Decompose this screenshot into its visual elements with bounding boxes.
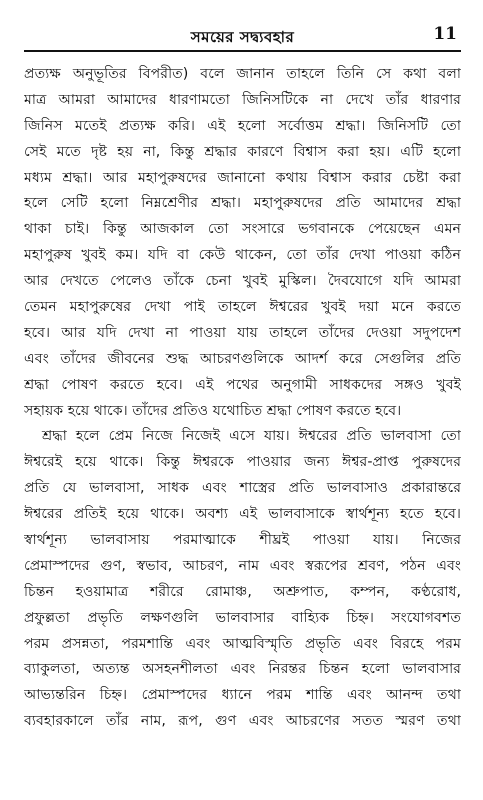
- text-line: সহায়ক হয়ে থাকে। তাঁদের প্রতিও যথোচিত শ্রদ্ধা পোষণ করতে হবে।: [24, 402, 402, 419]
- text-line: প্রতি যে ভালবাসা, সাধক এবং শাস্ত্রের প্রতি ভালবাসাও প্রকারান্তরে: [24, 480, 461, 497]
- text-line: হবে। আর যদি দেখা না পাওয়া যায় তাহলে তাঁদের দেওয়া সদুপদেশ: [24, 324, 461, 341]
- text-line: আভ্যন্তরিন চিহ্ন। প্রেমাস্পদের ধ্যানে পরম শান্তি এবং আনন্দ তথা: [24, 687, 461, 704]
- text-line: ব্যবহারকালে তাঁর নাম, রূপ, গুণ এবং আচরণের সতত স্মরণ তথা: [24, 713, 461, 730]
- page-number: 11: [433, 24, 457, 44]
- text-line: শ্রদ্ধা পোষণ করতে হবে। এই পথের অনুগামী সাধকদের সঙ্গও খুবই: [24, 376, 461, 393]
- text-line: সেই মতে দৃষ্ট হয় না, কিন্তু শ্রদ্ধার কারণে বিশ্বাস করা হয়। এটি হলো: [24, 143, 461, 160]
- text-line: জিনিস মতেই প্রত্যক্ষ করি। এই হলো সর্বোত্তম শ্রদ্ধা। জিনিসটি তো: [24, 117, 461, 134]
- running-title: সময়ের সদ্ব্যবহার: [190, 28, 295, 46]
- text-line: প্রেমাস্পদের গুণ, স্বভাব, আচরণ, নাম এবং স্বরূপের শ্রবণ, পঠন এবং: [24, 557, 461, 574]
- paragraph-1: [24, 62, 461, 424]
- text-line: মধ্যম শ্রদ্ধা। আর মহাপুরুষদের জানানো কথায় বিশ্বাস করার চেষ্টা করা: [24, 169, 461, 186]
- text-line: মাত্র আমরা আমাদের ধারণামতো জিনিসটিকে না দেখে তাঁর ধারণার: [24, 91, 461, 108]
- text-line: প্রত্যক্ষ অনুভূতির বিপরীত) বলে জানান তাহলে তিনি সে কথা বলা: [24, 66, 461, 82]
- paragraph-2: [24, 424, 461, 735]
- text-line: স্বার্থশূন্য ভালবাসায় পরমাত্মাকে শীঘ্রই পাওয়া যায়। নিজের: [24, 532, 461, 549]
- text-line: মহাপুরুষ খুবই কম। যদি বা কেউ থাকেন, তো তাঁর দেখা পাওয়া কঠিন: [24, 247, 461, 264]
- text-line: থাকা চাই। কিন্তু আজকাল তো সংসারে ভগবানকে পেয়েছেন এমন: [24, 221, 461, 238]
- body-text: [24, 62, 461, 735]
- text-line: তেমন মহাপুরুষের দেখা পাই তাহলে ঈশ্বরের খুবই দয়া মনে করতে: [24, 299, 461, 316]
- text-line: শ্রদ্ধা হলে প্রেম নিজে নিজেই এসে যায়। ঈশ্বরের প্রতি ভালবাসা তো: [42, 428, 461, 445]
- text-line: ঈশ্বরেই হয়ে থাকে। কিন্তু ঈশ্বরকে পাওয়ার জন্য ঈশ্বর-প্রাপ্ত পুরুষদের: [24, 454, 461, 471]
- text-line: চিন্তন হওয়ামাত্র শরীরে রোমাঞ্চ, অশ্রুপাত, কম্পন, কণ্ঠরোধ,: [24, 583, 461, 600]
- text-line: প্রফুল্লতা প্রভৃতি লক্ষণগুলি ভালবাসার বাহ্যিক চিহ্ন। সংযোগবশত: [24, 609, 461, 626]
- text-line: পরম প্রসন্নতা, পরমশান্তি এবং আত্মবিস্মৃতি প্রভৃতি এবং বিরহে পরম: [24, 635, 461, 652]
- text-line: হলে সেটি হলো নিম্নশ্রেণীর শ্রদ্ধা। মহাপুরুষদের প্রতি আমাদের শ্রদ্ধা: [24, 195, 461, 212]
- text-line: আর দেখতে পেলেও তাঁকে চেনা খুবই মুস্কিল। দৈবযোগে যদি আমরা: [24, 273, 461, 290]
- text-line: এবং তাঁদের জীবনের শুদ্ধ আচরণগুলিকে আদর্শ করে সেগুলির প্রতি: [24, 350, 461, 367]
- header-rule: [24, 50, 461, 52]
- text-line: ব্যাকুলতা, অত্যন্ত অসহনশীলতা এবং নিরন্তর চিন্তন হলো ভালবাসার: [24, 661, 461, 678]
- page-header: [24, 22, 461, 48]
- text-line: ঈশ্বরের প্রতিই হয়ে থাকে। অবশ্য এই ভালবাসাকে স্বার্থশূন্য হতে হবে।: [24, 506, 461, 523]
